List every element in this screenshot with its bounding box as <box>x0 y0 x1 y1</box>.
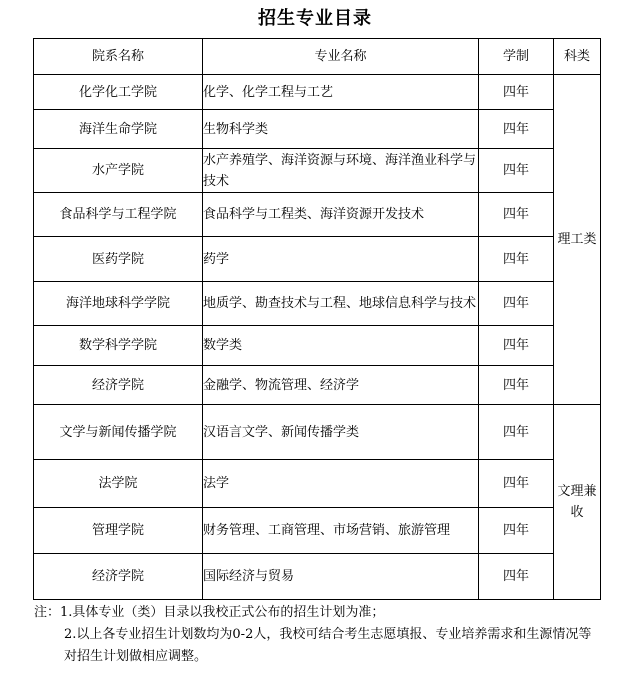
major-catalog-table <box>33 38 601 600</box>
header-college: 院系名称 <box>34 39 203 75</box>
table-row <box>34 326 601 366</box>
table-row <box>34 282 601 326</box>
category-cell: 理工类 <box>554 75 601 405</box>
table-row <box>34 110 601 149</box>
college-cell: 食品科学与工程学院 <box>34 193 203 237</box>
table-row <box>34 554 601 600</box>
category-cell: 文理兼收 <box>554 405 601 600</box>
major-cell: 法学 <box>203 460 479 508</box>
header-category: 科类 <box>554 39 601 75</box>
college-cell: 经济学院 <box>34 554 203 600</box>
years-cell: 四年 <box>479 149 554 193</box>
years-cell: 四年 <box>479 554 554 600</box>
major-cell: 金融学、物流管理、经济学 <box>203 366 479 405</box>
table-row <box>34 366 601 405</box>
years-cell: 四年 <box>479 508 554 554</box>
college-cell: 法学院 <box>34 460 203 508</box>
major-cell: 财务管理、工商管理、市场营销、旅游管理 <box>203 508 479 554</box>
years-cell: 四年 <box>479 405 554 460</box>
college-cell: 经济学院 <box>34 366 203 405</box>
college-cell: 文学与新闻传播学院 <box>34 405 203 460</box>
major-cell: 水产养殖学、海洋资源与环境、海洋渔业科学与技术 <box>203 149 479 193</box>
years-cell: 四年 <box>479 75 554 110</box>
page-title: 招生专业目录 <box>258 8 372 29</box>
table-row <box>34 237 601 282</box>
major-cell: 药学 <box>203 237 479 282</box>
header-major: 专业名称 <box>203 39 479 75</box>
table-row <box>34 193 601 237</box>
years-cell: 四年 <box>479 366 554 405</box>
years-cell: 四年 <box>479 460 554 508</box>
years-cell: 四年 <box>479 326 554 366</box>
table-header-row <box>34 39 601 75</box>
major-cell: 地质学、勘查技术与工程、地球信息科学与技术 <box>203 282 479 326</box>
college-cell: 水产学院 <box>34 149 203 193</box>
major-cell: 汉语言文学、新闻传播学类 <box>203 405 479 460</box>
header-years: 学制 <box>479 39 554 75</box>
years-cell: 四年 <box>479 282 554 326</box>
college-cell: 数学科学学院 <box>34 326 203 366</box>
college-cell: 管理学院 <box>34 508 203 554</box>
college-cell: 医药学院 <box>34 237 203 282</box>
table-row <box>34 508 601 554</box>
college-cell: 海洋地球科学学院 <box>34 282 203 326</box>
major-cell: 数学类 <box>203 326 479 366</box>
table-row <box>34 75 601 110</box>
college-cell: 化学化工学院 <box>34 75 203 110</box>
major-cell: 生物科学类 <box>203 110 479 149</box>
years-cell: 四年 <box>479 193 554 237</box>
years-cell: 四年 <box>479 237 554 282</box>
table-row <box>34 460 601 508</box>
major-cell: 食品科学与工程类、海洋资源开发技术 <box>203 193 479 237</box>
footnotes <box>34 602 604 668</box>
major-cell: 化学、化学工程与工艺 <box>203 75 479 110</box>
note-line-2: 2.以上各专业招生计划数均为0-2人，我校可结合考生志愿填报、专业培养需求和生源情况等对招生计划做相应调整。 <box>64 627 592 664</box>
note-line-1: 注：1.具体专业（类）目录以我校正式公布的招生计划为准； <box>34 605 385 620</box>
years-cell: 四年 <box>479 110 554 149</box>
table-row <box>34 405 601 460</box>
major-cell: 国际经济与贸易 <box>203 554 479 600</box>
table-row <box>34 149 601 193</box>
college-cell: 海洋生命学院 <box>34 110 203 149</box>
